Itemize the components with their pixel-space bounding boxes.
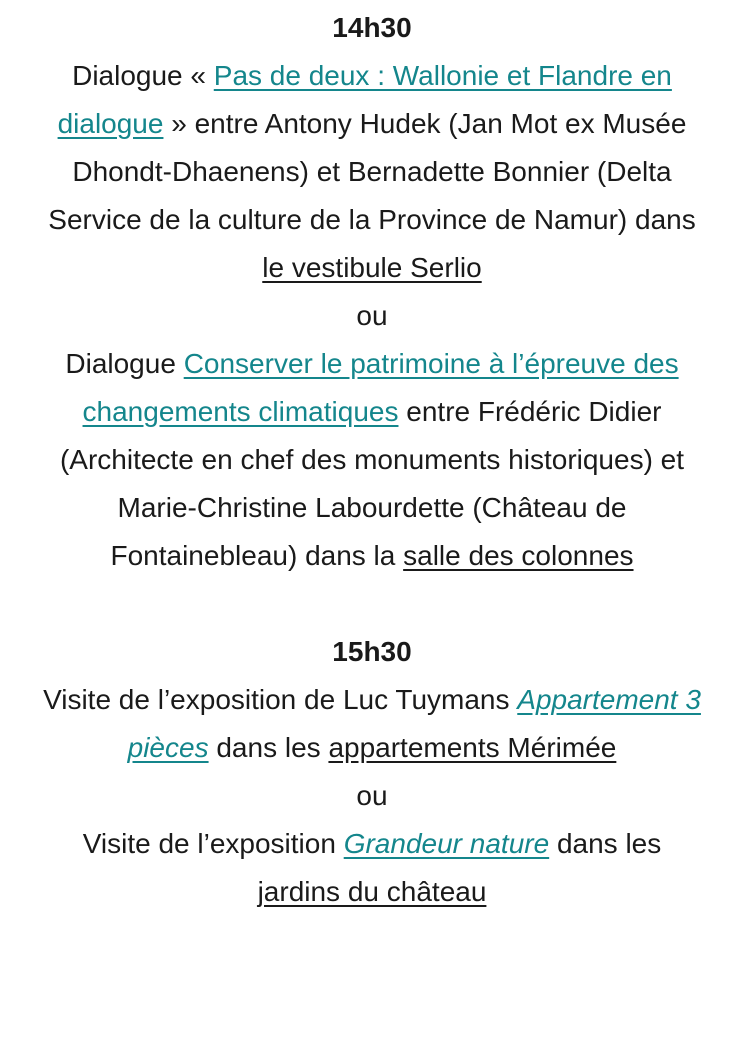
visit-grandeur-nature xyxy=(37,820,707,916)
time-heading-1530: 15h30 xyxy=(332,636,412,667)
talk-description: entre Frédéric Didier (Architecte en chef des monuments historiques) et Marie-Christine Labourdette (Château de Fontainebleau) dans la xyxy=(59,396,685,571)
visit-prefix: Visite de l’exposition de Luc Tuymans xyxy=(43,684,518,715)
visit-tuymans xyxy=(37,676,707,772)
talk-description: » entre Antony Hudek (Jan Mot ex Musée Dhondt-Dhaenens) et Bernadette Bonnier (Delta Service de la culture de la Province de Namur) dans xyxy=(48,108,696,235)
vestibule-serlio-link[interactable]: le vestibule Serlio xyxy=(262,252,482,283)
visit-middle: dans les xyxy=(549,828,662,859)
visit-middle: dans les xyxy=(208,732,329,763)
talk-prefix: Dialogue xyxy=(65,348,184,379)
salle-des-colonnes-link[interactable]: salle des colonnes xyxy=(403,540,634,571)
or-separator: ou xyxy=(356,780,388,811)
appartement-3-pieces-title: Appartement 3 pièces xyxy=(127,684,701,763)
time-heading-1430: 14h30 xyxy=(332,12,412,43)
program-content xyxy=(37,0,707,916)
grandeur-nature-link[interactable] xyxy=(344,828,549,859)
talk-pas-de-deux xyxy=(37,52,707,292)
jardins-du-chateau-link[interactable]: jardins du château xyxy=(257,876,487,907)
grandeur-nature-title: Grandeur nature xyxy=(343,828,550,859)
conserver-patrimoine-link[interactable]: Conserver le patrimoine à l’épreuve des changements climatiques xyxy=(82,348,679,427)
section-spacer xyxy=(37,580,707,628)
talk-conserver-patrimoine xyxy=(37,340,707,580)
or-separator: ou xyxy=(356,300,388,331)
appartements-merimee-link[interactable]: appartements Mérimée xyxy=(328,732,617,763)
visit-prefix: Visite de l’exposition xyxy=(82,828,344,859)
talk-prefix: Dialogue « xyxy=(72,60,214,91)
pas-de-deux-link[interactable]: Pas de deux : Wallonie et Flandre en dialogue xyxy=(57,60,672,139)
